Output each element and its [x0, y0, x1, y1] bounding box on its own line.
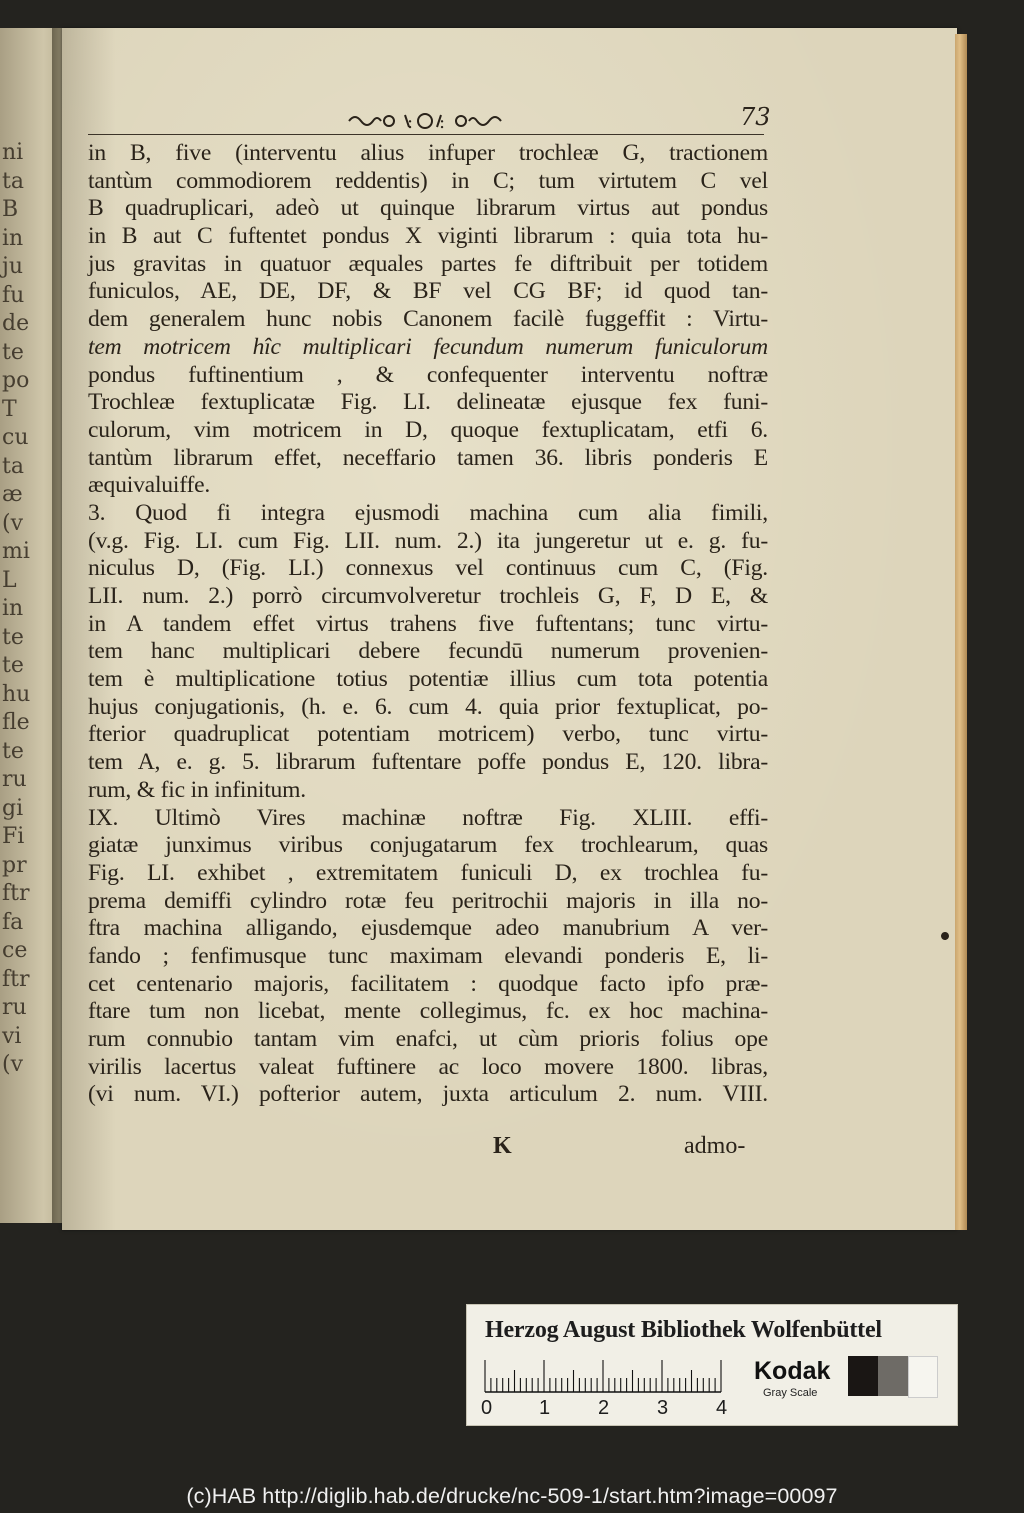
text-line: B quadruplicari, adeò ut quinque librarum virtus aut pondus: [88, 195, 768, 222]
text-line: virilis lacertus valeat fuftinere ac loco movere 1800. libras,: [88, 1053, 768, 1080]
scale-ruler: [483, 1359, 733, 1393]
ruler-number: 1: [539, 1397, 551, 1419]
ruler-number: 2: [598, 1397, 610, 1419]
left-page-fragment: vi: [2, 1023, 22, 1049]
text-line: ftra machina alligando, ejusdemque adeo manubrium A ver-: [88, 915, 768, 942]
left-page-fragment: te: [2, 653, 24, 678]
text-line: dem generalem hunc nobis Canonem facilè fuggeffit : Virtu-: [88, 306, 768, 333]
text-line: (vi num. VI.) pofterior autem, juxta articulum 2. num. VIII.: [88, 1081, 768, 1108]
text-line: rum connubio tantam vim enafci, ut cùm prioris folius ope: [88, 1026, 768, 1052]
text-line: jus gravitas in quatuor æquales partes fe diftribuit per totidem: [88, 250, 768, 277]
page-fore-edge: [955, 34, 967, 1230]
left-page-fragment: hu: [2, 681, 31, 707]
left-page-fragment: ftr: [2, 966, 30, 992]
gray-patch-dark: [878, 1356, 908, 1396]
text-line: tem è multiplicatione totius potentiæ illius cum tota potentia: [88, 666, 768, 693]
left-page-fragment: (v: [2, 510, 24, 536]
header-rule: [88, 134, 764, 135]
catchword: admo-: [684, 1133, 746, 1159]
text-line: fterior quadruplicat potentiam motricem) verbo, tunc virtu-: [88, 721, 768, 748]
ruler-number: 3: [657, 1397, 669, 1419]
kodak-logo: Kodak: [754, 1357, 831, 1385]
text-line: prema demiffi cylindro rotæ feu peritrochii majoris in illa no-: [88, 887, 768, 914]
left-page-fragment: ta: [2, 168, 24, 194]
left-page-fragment: gi: [2, 795, 24, 821]
text-line: IX. Ultimò Vires machinæ noftræ Fig. XLIII. effi-: [88, 804, 768, 831]
left-page-fragment: B: [2, 197, 19, 222]
text-line: in B, five (interventu alius infuper trochleæ G, tractionem: [88, 140, 768, 166]
left-page-fragment: æ: [2, 482, 23, 507]
text-line: tantùm commodiorem reddentis) in C; tum virtutem C vel: [88, 167, 768, 194]
text-line: (v.g. Fig. LI. cum Fig. LII. num. 2.) ita jungeretur ut e. g. fu-: [88, 527, 768, 554]
left-page-fragment: fa: [2, 909, 24, 935]
text-line: cet centenario majoris, facilitatem : quodque facto ipfo præ-: [88, 970, 768, 997]
left-page-fragment: ta: [2, 453, 24, 479]
text-line: culorum, vim motricem in D, quoque fextuplicatam, etfi 6.: [88, 416, 768, 443]
text-line: hujus conjugationis, (h. e. 6. cum 4. quia prior fextuplicat, po-: [88, 693, 768, 720]
color-target-card: [466, 1304, 958, 1426]
gray-patch-black: [848, 1356, 878, 1396]
gray-patch-light: [908, 1356, 938, 1398]
text-line: niculus D, (Fig. LI.) connexus vel continuus cum C, (Fig.: [88, 555, 768, 582]
left-page-fragment: po: [2, 368, 30, 393]
left-page-fragment: in: [2, 225, 24, 251]
text-line: funiculos, AE, DE, DF, & BF vel CG BF; id quod tan-: [88, 278, 768, 305]
text-line: Fig. LI. exhibet , extremitatem funiculi D, ex trochlea fu-: [88, 859, 768, 886]
left-page-fragment: te: [2, 339, 24, 365]
text-line: ftare tum non licebat, mente collegimus, fc. ex hoc machina-: [88, 998, 768, 1025]
text-line: giatæ junximus viribus conjugatarum fex trochlearum, quas: [88, 832, 768, 859]
left-page-fragment: ftr: [2, 881, 30, 906]
left-page-fragment: te: [2, 624, 24, 650]
left-page-fragment: (v: [2, 1052, 24, 1077]
left-page-fragment: fle: [2, 710, 30, 735]
left-page-fragment: ju: [2, 254, 23, 279]
left-page-fragment: mi: [2, 539, 30, 564]
text-line: LII. num. 2.) porrò circumvolveretur trochleis G, F, D E, &: [88, 583, 768, 609]
left-page-fragment: pr: [2, 852, 27, 878]
library-name: Herzog August Bibliothek Wolfenbüttel: [485, 1317, 882, 1343]
text-line: 3. Quod fi integra ejusmodi machina cum alia fimili,: [88, 499, 768, 526]
svg-text::: :: [407, 112, 414, 133]
left-page-fragment: fu: [2, 282, 25, 308]
text-line: in B aut C fuftentet pondus X viginti librarum : quia tota hu-: [88, 223, 768, 250]
text-line: in A tandem effet virtus trahens five fuftentans; tunc virtu-: [88, 610, 768, 637]
left-page-fragment: ru: [2, 995, 27, 1020]
ruler-number: 0: [481, 1397, 493, 1419]
head-ornament-icon: [345, 107, 505, 135]
text-line: tem A, e. g. 5. librarum fuftentare poffe pondus E, 120. libra-: [88, 749, 768, 776]
page-body-text: [88, 140, 768, 1109]
text-line: tem hanc multiplicari debere fecundū numerum provenien-: [88, 638, 768, 665]
page-number: 73: [740, 103, 771, 131]
left-page-fragment: te: [2, 738, 24, 764]
text-line: Trochleæ fextuplicatæ Fig. LI. delineatæ ejusque fex funi-: [88, 389, 768, 416]
left-page-fragment: ce: [2, 938, 28, 963]
text-line: tem motricem hîc multiplicari fecundum numerum funiculorum: [88, 333, 768, 360]
text-line: tantùm librarum effet, neceffario tamen 36. libris ponderis E: [88, 444, 768, 471]
left-page-fragment: L: [2, 567, 17, 593]
left-page-fragment: cu: [2, 425, 29, 450]
gray-scale-label: Gray Scale: [763, 1387, 818, 1399]
left-page-fragment: T: [2, 396, 17, 422]
copyright-credit: (c)HAB http://diglib.hab.de/drucke/nc-509-1/start.htm?image=00097: [186, 1484, 838, 1508]
ruler-number: 4: [716, 1397, 728, 1419]
left-page-fragment: ru: [2, 767, 27, 792]
text-line: æquivaluiffe.: [88, 472, 211, 499]
left-page-fragment: ni: [2, 140, 24, 165]
text-line: pondus fuftinentium , & confequenter interventu noftræ: [88, 361, 768, 388]
left-page-fragment: in: [2, 596, 24, 621]
text-line: fando ; fenfimusque tunc maximam elevandi ponderis E, li-: [88, 942, 768, 969]
signature-mark: K: [493, 1133, 512, 1159]
text-line: rum, & fic in infinitum.: [88, 776, 307, 803]
svg-text::: :: [439, 112, 446, 133]
left-page-fragment: Fi: [2, 824, 25, 849]
left-page-fragment: de: [2, 311, 30, 336]
